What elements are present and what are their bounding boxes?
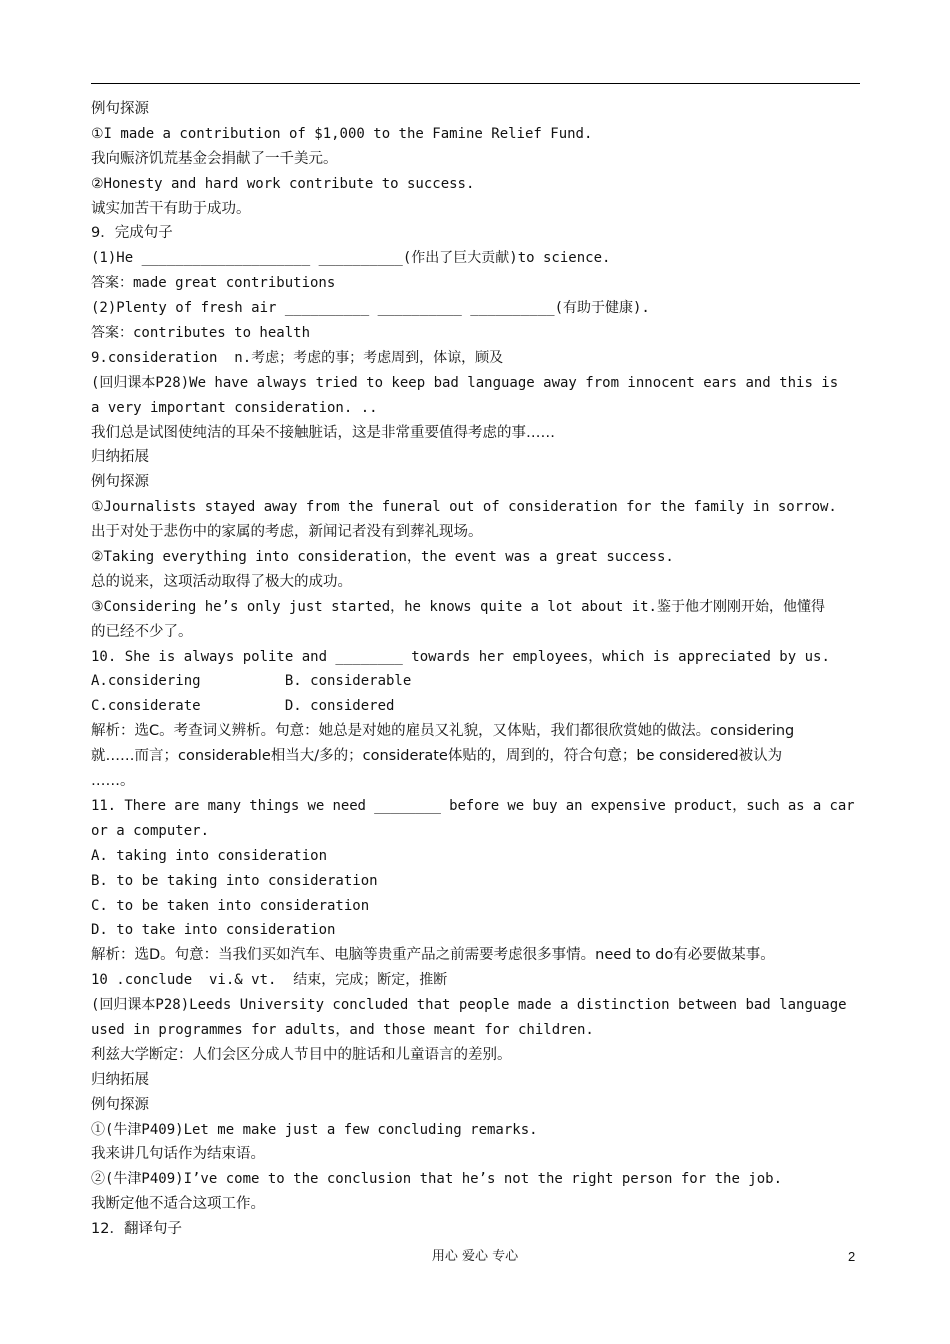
quote-translation: 我们总是试图使纯洁的耳朵不接触脏话，这是非常重要值得考虑的事…… [91, 424, 555, 441]
page-number: 2 [848, 1249, 856, 1264]
question-option: C. to be taken into consideration [91, 897, 370, 914]
question-options: C.considerate D. considered [91, 698, 395, 715]
example-translation: 的已经不少了。 [91, 623, 193, 640]
example-sentence: ②(牛津P409)I’ve come to the conclusion that he’s not the right person for the job. [91, 1171, 783, 1188]
explanation: ……。 [91, 773, 135, 790]
textbook-quote: a very important consideration. .. [91, 399, 378, 416]
section-heading: 例句探源 [91, 474, 149, 491]
textbook-quote: (回归课本P28)We have always tried to keep bad language away from innocent ears and this is [91, 374, 839, 391]
explanation: 解析：选C。考查词义辨析。句意：她总是对她的雇员又礼貌，又体贴，我们都很欣赏她的做法。considering [91, 723, 795, 740]
exercise-item: (1)He ____________________ __________(作出了巨大贡献)to science. [91, 250, 611, 267]
explanation: 解析：选D。句意：当我们买如汽车、电脑等贵重产品之前需要考虑很多事情。need to do有必要做某事。 [91, 947, 775, 964]
question-option: A. taking into consideration [91, 847, 328, 864]
section-heading: 归纳拓展 [91, 449, 149, 466]
explanation: 就……而言；considerable相当大/多的；considerate体贴的，周到的，符合句意；be considered被认为 [91, 748, 783, 765]
example-sentence: ③Considering he’s only just started，he knows quite a lot about it.鉴于他才刚刚开始，他懂得 [91, 598, 825, 615]
section-heading: 归纳拓展 [91, 1071, 149, 1088]
example-translation: 诚实加苦干有助于成功。 [91, 200, 251, 217]
exercise-item: (2)Plenty of fresh air __________ __________ __________(有助于健康). [91, 300, 650, 317]
example-translation: 出于对处于悲伤中的家属的考虑，新闻记者没有到葬礼现场。 [91, 524, 483, 541]
example-sentence: ②Honesty and hard work contribute to success. [91, 175, 475, 192]
header-rule [91, 83, 860, 84]
textbook-quote: used in programmes for adults，and those meant for children. [91, 1021, 594, 1038]
section-heading: 例句探源 [91, 1096, 149, 1113]
answer-line: 答案：made great contributions [91, 275, 336, 292]
question-option: B. to be taking into consideration [91, 872, 378, 889]
quote-translation: 利兹大学断定：人们会区分成人节目中的脏话和儿童语言的差别。 [91, 1046, 512, 1063]
question-stem: 10. She is always polite and ________ towards her employees，which is appreciated by us. [91, 648, 830, 665]
exercise-heading: 9．完成句子 [91, 225, 173, 242]
vocab-entry: 10 .conclude vi.& vt. 结束，完成；断定，推断 [91, 972, 448, 989]
example-sentence: ①Journalists stayed away from the funeral out of consideration for the family in sorrow. [91, 499, 837, 516]
question-stem: 11. There are many things we need ________ before we buy an expensive product，such as a car [91, 797, 855, 814]
textbook-quote: (回归课本P28)Leeds University concluded that people made a distinction between bad language [91, 997, 847, 1014]
example-translation: 总的说来，这项活动取得了极大的成功。 [91, 573, 352, 590]
example-translation: 我向赈济饥荒基金会捐献了一千美元。 [91, 150, 338, 167]
example-sentence: ①(牛津P409)Let me make just a few concluding remarks. [91, 1121, 538, 1138]
page-body [91, 97, 860, 1242]
section-heading: 例句探源 [91, 101, 149, 117]
example-sentence: ①I made a contribution of $1,000 to the Famine Relief Fund. [91, 125, 593, 142]
question-options: A.considering B. considerable [91, 673, 412, 690]
vocab-entry: 9.consideration n.考虑；考虑的事；考虑周到，体谅，顾及 [91, 349, 504, 366]
footer-slogan: 用心 爱心 专心 [431, 1249, 519, 1264]
exercise-heading: 12．翻译句子 [91, 1221, 182, 1238]
question-option: D. to take into consideration [91, 922, 336, 939]
example-translation: 我来讲几句话作为结束语。 [91, 1146, 265, 1163]
example-sentence: ②Taking everything into consideration，the event was a great success. [91, 549, 674, 566]
page-footer [0, 1247, 950, 1267]
question-stem: or a computer. [91, 822, 210, 839]
example-translation: 我断定他不适合这项工作。 [91, 1196, 265, 1213]
answer-line: 答案：contributes to health [91, 325, 311, 342]
